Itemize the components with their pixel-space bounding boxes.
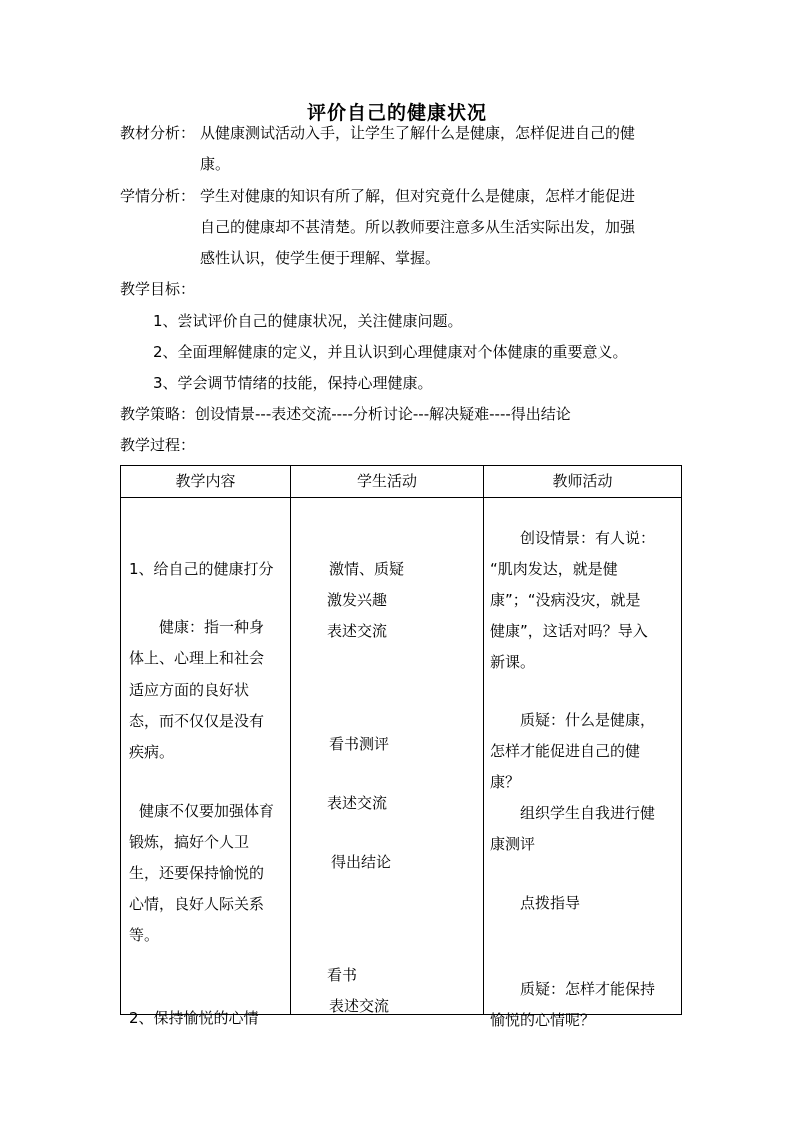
content-line: 疾病。 bbox=[129, 743, 175, 761]
teacher-activity-line: 组织学生自我进行健 bbox=[520, 804, 656, 822]
table-row bbox=[121, 498, 682, 1015]
header-teacher-activity: 教师活动 bbox=[484, 466, 682, 498]
student-activity-line: 激情、质疑 bbox=[329, 560, 405, 578]
teacher-activity-line: 怎样才能促进自己的健 bbox=[490, 742, 641, 760]
student-analysis-line: 学生对健康的知识有所了解，但对究竟什么是健康，怎样才能促进 bbox=[200, 187, 636, 205]
content-line: 健康不仅要加强体育 bbox=[139, 802, 275, 820]
header-student-activity: 学生活动 bbox=[291, 466, 484, 498]
table-header-row bbox=[121, 466, 682, 498]
content-line: 心情，良好人际关系 bbox=[129, 895, 265, 913]
teaching-process-table bbox=[120, 465, 682, 1029]
student-analysis bbox=[120, 181, 680, 274]
student-analysis-line: 自己的健康却不甚清楚。所以教师要注意多从生活实际出发，加强 bbox=[200, 218, 636, 236]
content-line: 1、给自己的健康打分 bbox=[129, 560, 274, 578]
teacher-activity-line: “肌肉发达，就是健 bbox=[490, 560, 618, 578]
student-activity-line: 得出结论 bbox=[331, 853, 392, 871]
teacher-activity-line: 健康”，这话对吗？导入 bbox=[490, 622, 648, 640]
goal-item: 1、尝试评价自己的健康状况，关注健康问题。 bbox=[153, 312, 463, 330]
content-line: 锻炼，搞好个人卫 bbox=[129, 833, 250, 851]
goal-item: 3、学会调节情绪的技能，保持心理健康。 bbox=[153, 374, 433, 392]
document-title: 评价自己的健康状况 bbox=[306, 102, 487, 124]
header-content: 教学内容 bbox=[121, 466, 291, 498]
teacher-activity-line: 愉悦的心情呢？ bbox=[490, 1011, 596, 1029]
goals-label: 教学目标： bbox=[120, 280, 196, 298]
student-activity-line: 看书 bbox=[327, 966, 358, 984]
teacher-activity-line: 创设情景：有人说： bbox=[520, 529, 656, 547]
student-activity-line: 激发兴趣 bbox=[327, 591, 388, 609]
teacher-activity-line: 质疑：什么是健康， bbox=[520, 711, 656, 729]
student-activity-line: 表述交流 bbox=[327, 622, 388, 640]
material-analysis bbox=[120, 118, 680, 180]
student-analysis-label: 学情分析： bbox=[120, 187, 196, 205]
material-analysis-line: 从健康测试活动入手，让学生了解什么是健康，怎样促进自己的健 bbox=[200, 124, 636, 142]
teacher-activity-cell bbox=[484, 498, 681, 1029]
content-line: 体上、心理上和社会 bbox=[129, 649, 265, 667]
student-activity-line: 表述交流 bbox=[329, 997, 390, 1015]
student-analysis-line: 感性认识，使学生便于理解、掌握。 bbox=[200, 249, 441, 267]
content-line: 生，还要保持愉悦的 bbox=[129, 864, 265, 882]
content-line: 适应方面的良好状 bbox=[129, 681, 250, 699]
student-activity-line: 看书测评 bbox=[329, 735, 390, 753]
student-activity-cell bbox=[291, 498, 483, 1014]
process-label: 教学过程： bbox=[120, 436, 196, 454]
material-analysis-label: 教材分析： bbox=[120, 124, 196, 142]
goal-item: 2、全面理解健康的定义，并且认识到心理健康对个体健康的重要意义。 bbox=[153, 343, 628, 361]
teacher-activity-line: 质疑：怎样才能保持 bbox=[520, 980, 656, 998]
content-line: 等。 bbox=[129, 926, 160, 944]
teacher-activity-line: 点拨指导 bbox=[520, 894, 581, 912]
material-analysis-line: 康。 bbox=[200, 155, 231, 173]
teacher-activity-line: 康？ bbox=[490, 773, 521, 791]
content-line: 2、保持愉悦的心情 bbox=[129, 1009, 259, 1027]
content-line: 态，而不仅仅是没有 bbox=[129, 712, 265, 730]
teacher-activity-line: 康”；“没病没灾，就是 bbox=[490, 591, 641, 609]
content-line: 健康：指一种身 bbox=[159, 618, 265, 636]
content-cell bbox=[121, 498, 290, 1027]
teacher-activity-line: 康测评 bbox=[490, 835, 536, 853]
student-activity-line: 表述交流 bbox=[327, 794, 388, 812]
teaching-strategy: 教学策略：创设情景---表述交流----分析讨论---解决疑难----得出结论 bbox=[120, 405, 571, 423]
teacher-activity-line: 新课。 bbox=[490, 653, 536, 671]
